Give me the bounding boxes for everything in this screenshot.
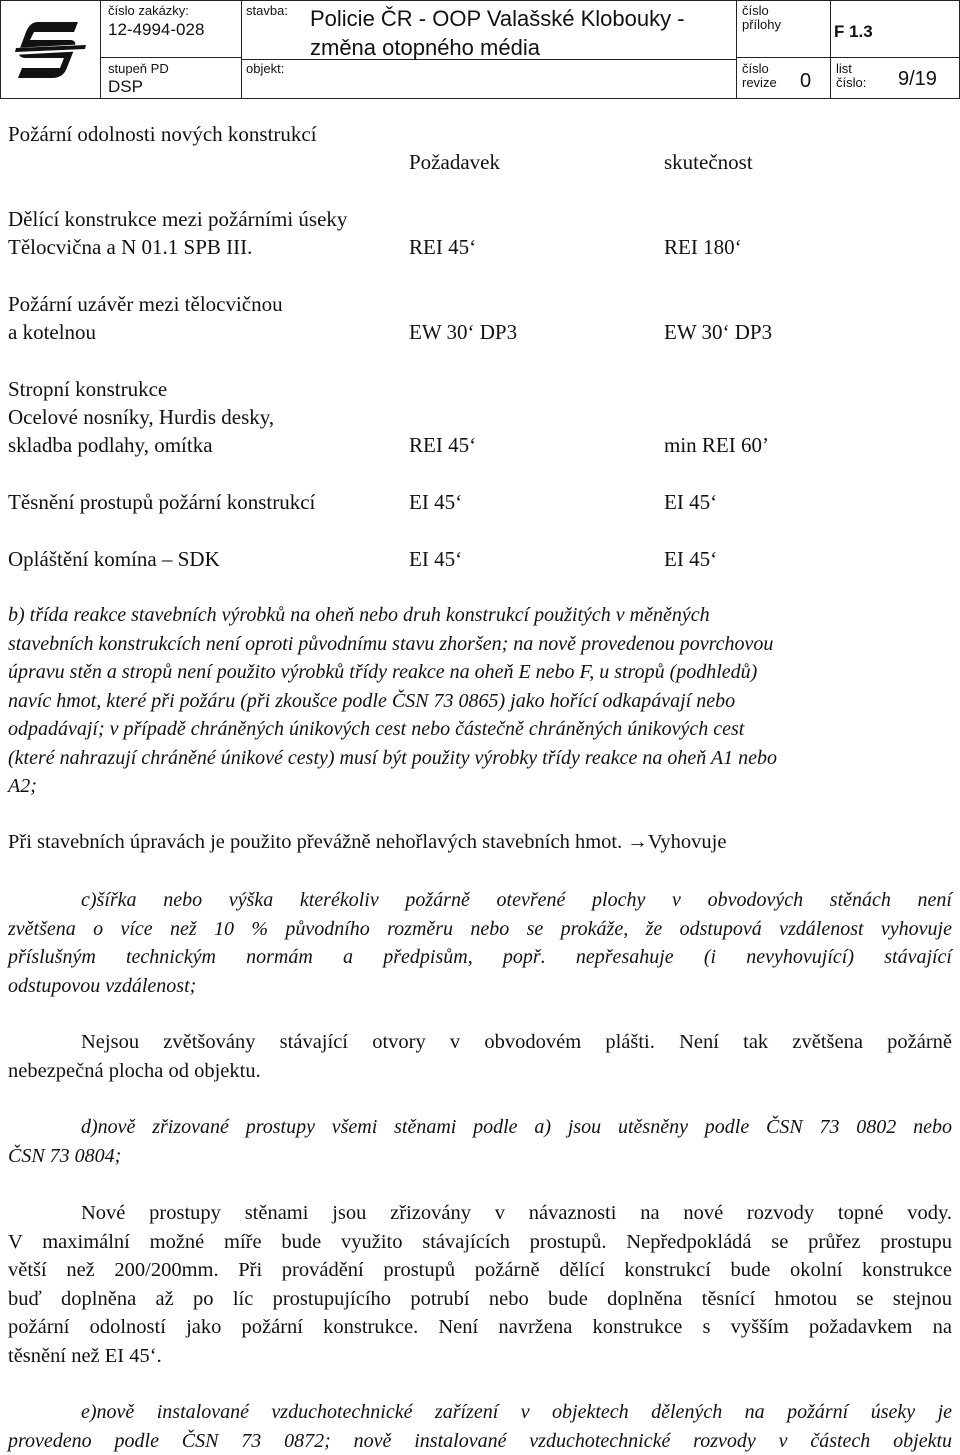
- answer-d: [8, 1199, 952, 1370]
- table-row-label: Opláštění komína – SDK: [8, 547, 220, 571]
- table-cell-actual: EI 45‘: [664, 547, 717, 571]
- company-logo: [12, 18, 90, 82]
- requirement-b-line: úpravu stěn a stropů není použito výrobků třídy reakce na oheň E nebo F, u stropů (podhledů): [8, 658, 952, 687]
- requirement-c-line: odstupovou vzdálenost;: [8, 972, 952, 1001]
- sheet-caption-2: číslo:: [836, 76, 866, 90]
- attachment-caption: číslo: [742, 4, 769, 18]
- requirement-d: [8, 1113, 952, 1170]
- section-title: Požární odolnosti nových konstrukcí: [8, 122, 317, 146]
- table-row-label: Stropní konstrukce: [8, 377, 167, 401]
- sheet-number: 9/19: [898, 68, 937, 90]
- table-row-label: Ocelové nosníky, Hurdis desky,: [8, 405, 274, 429]
- table-cell-requirement: REI 45‘: [409, 235, 476, 259]
- column-header-requirement: Požadavek: [409, 150, 500, 174]
- requirement-c-line: c)šířka nebo výška kterékoliv požárně otevřené plochy v obvodových stěnách není: [8, 886, 952, 915]
- sheet-caption: list: [836, 62, 852, 76]
- table-cell-actual: EI 45‘: [664, 490, 717, 514]
- answer-d-line: buď doplněna až po líc prostupujícího potrubí nebo bude doplněna těsnící hmotou se stejnou: [8, 1285, 952, 1314]
- answer-b: Při stavebních úpravách je použito převážně nehořlavých stavebních hmot. →Vyhovuje: [8, 830, 726, 854]
- project-name-line1: Policie ČR - OOP Valašské Klobouky -: [310, 6, 685, 32]
- table-cell-requirement: EI 45‘: [409, 490, 462, 514]
- requirement-e: [8, 1398, 952, 1455]
- job-number: 12-4994-028: [108, 20, 204, 40]
- requirement-b-line: b) třída reakce stavebních výrobků na oheň nebo druh konstrukcí použitých v měněných: [8, 601, 952, 630]
- table-row-label: Těsnění prostupů požární konstrukcí: [8, 490, 315, 514]
- column-header-actual: skutečnost: [664, 150, 753, 174]
- answer-d-line: požární odolností jako požární konstrukce. Není navržena konstrukce s vyšším požadavkem na: [8, 1313, 952, 1342]
- table-cell-requirement: EW 30‘ DP3: [409, 320, 517, 344]
- table-cell-actual: EW 30‘ DP3: [664, 320, 772, 344]
- answer-d-line: větší než 200/200mm. Při provádění prostupů požárně dělící konstrukcí bude okolní konstrukce: [8, 1256, 952, 1285]
- attachment-number: F 1.3: [834, 22, 873, 42]
- requirement-c-line: zvětšena o více než 10 % původního rozměru nebo se prokáže, že odstupová vzdálenost vyhovuje: [8, 915, 952, 944]
- revision-caption-2: revize: [742, 76, 777, 90]
- table-cell-requirement: REI 45‘: [409, 433, 476, 457]
- title-block-divider: [101, 57, 241, 58]
- requirement-e-line: provedeno podle ČSN 73 0872; nově instalované vzduchotechnické rozvody v částech objektu: [8, 1427, 952, 1455]
- project-name-line2: změna otopného média: [310, 35, 540, 61]
- object-caption: objekt:: [246, 62, 284, 76]
- revision-number: 0: [800, 70, 811, 92]
- requirement-d-line: ČSN 73 0804;: [8, 1142, 952, 1171]
- requirement-b: [8, 601, 952, 801]
- requirement-c: [8, 886, 952, 1000]
- answer-d-line: V maximální možné míře bude využito stávajících prostupů. Nepředpokládá se průřez prostupu: [8, 1228, 952, 1257]
- title-block-divider: [736, 1, 737, 98]
- stage-value: DSP: [108, 77, 143, 97]
- table-row-label: skladba podlahy, omítka: [8, 433, 213, 457]
- stage-caption: stupeň PD: [108, 62, 169, 76]
- table-cell-actual: REI 180‘: [664, 235, 742, 259]
- requirement-d-line: d)nově zřizované prostupy všemi stěnami podle a) jsou utěsněny podle ČSN 73 0802 nebo: [8, 1113, 952, 1142]
- table-cell-requirement: EI 45‘: [409, 547, 462, 571]
- requirement-b-line: stavebních konstrukcích není oproti původnímu stavu zhoršen; na nově provedenou povrchovou: [8, 630, 952, 659]
- attachment-caption-2: přílohy: [742, 18, 781, 32]
- requirement-b-line: (které nahrazují chráněné únikové cesty) musí být použity výrobky třídy reakce na oheň A1 nebo: [8, 744, 952, 773]
- requirement-c-line: příslušným technickým normám a předpisům, popř. nepřesahuje (i nevyhovující) stávající: [8, 943, 952, 972]
- project-caption: stavba:: [246, 4, 288, 18]
- answer-d-line: těsnění než EI 45‘.: [8, 1342, 952, 1371]
- table-cell-actual: min REI 60’: [664, 433, 769, 457]
- answer-c: [8, 1028, 952, 1085]
- table-row-label: a kotelnou: [8, 320, 96, 344]
- table-row-label: Požární uzávěr mezi tělocvičnou: [8, 292, 283, 316]
- requirement-b-line: A2;: [8, 772, 952, 801]
- answer-c-line: nebezpečná plocha od objektu.: [8, 1057, 952, 1086]
- answer-d-line: Nové prostupy stěnami jsou zřizovány v návaznosti na nové rozvody topné vody.: [8, 1199, 952, 1228]
- table-row-label: Dělící konstrukce mezi požárními úseky: [8, 207, 347, 231]
- answer-c-line: Nejsou zvětšovány stávající otvory v obvodovém plášti. Není tak zvětšena požárně: [8, 1028, 952, 1057]
- requirement-b-line: navíc hmot, které při požáru (při zkoušce podle ČSN 73 0865) jako hořící odkapávají nebo: [8, 687, 952, 716]
- requirement-b-line: odpadávají; v případě chráněných únikových cest nebo částečně chráněných únikových cest: [8, 715, 952, 744]
- requirement-e-line: e)nově instalované vzduchotechnické zařízení v objektech dělených na požární úseky je: [8, 1398, 952, 1427]
- title-block-divider: [241, 1, 242, 98]
- job-number-caption: číslo zakázky:: [108, 4, 189, 18]
- title-block-divider: [830, 1, 831, 98]
- revision-caption: číslo: [742, 62, 769, 76]
- table-row-label: Tělocvična a N 01.1 SPB III.: [8, 235, 252, 259]
- title-block-divider: [100, 1, 101, 98]
- title-block-divider: [737, 57, 959, 58]
